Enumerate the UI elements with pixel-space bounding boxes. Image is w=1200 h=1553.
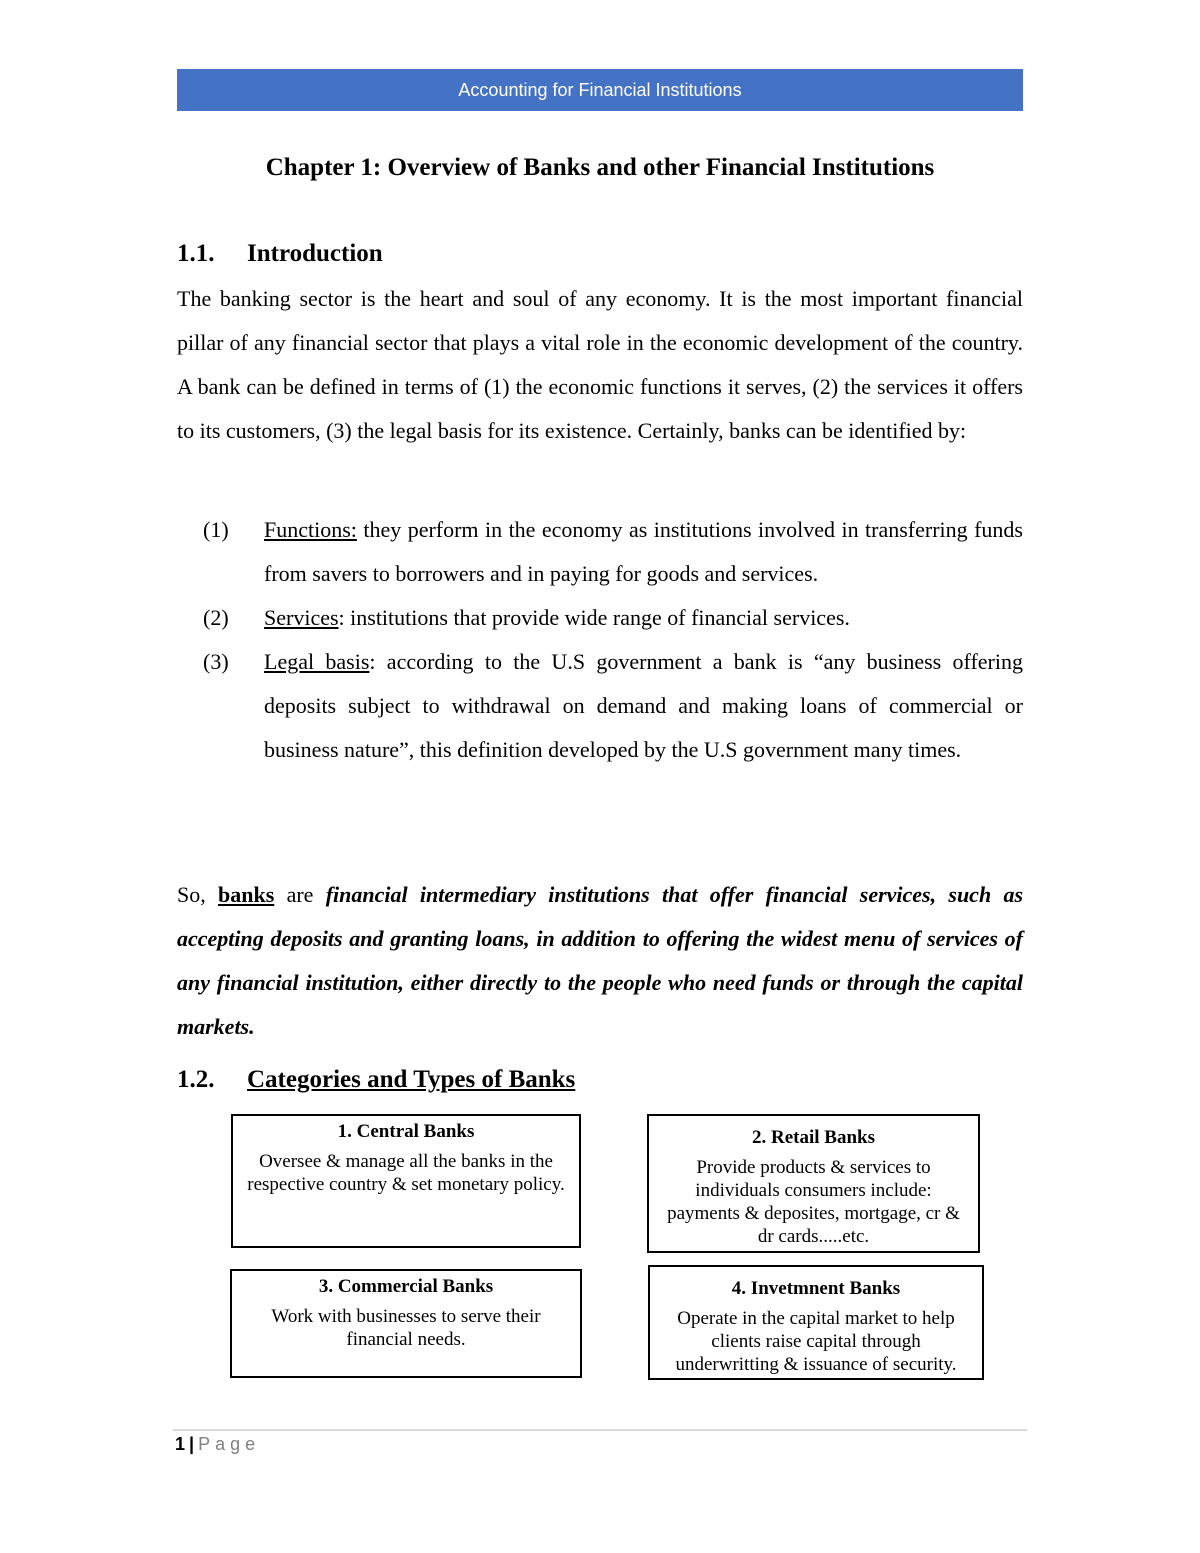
list-item [177,596,1023,640]
box-title: 1. Central Banks [337,1121,475,1142]
section-heading-categories [177,1066,575,1094]
bank-type-box-commercial [230,1269,582,1378]
footer-divider [173,1429,1027,1431]
list-item [177,640,1023,772]
list-marker: (1) [203,517,229,542]
intro-paragraph: The banking sector is the heart and soul of any economy. It is the most important financial pillar of any financial sector that plays a vital role in the economic development of the country. A bank can be defined in terms of (1) the economic functions it serves, (2) the services it offers to its customers, (3) the legal basis for its existence. Certainly, banks can be identified by: [177,286,1023,443]
list-term: Functions: [264,517,357,542]
list-marker: (2) [203,605,229,630]
bank-type-box-central [231,1114,581,1248]
list-term: Legal basis [264,649,370,674]
bank-term: banks [218,882,275,907]
section-title: Categories and Types of Banks [247,1066,576,1093]
list-marker: (3) [203,649,229,674]
list-item [177,508,1023,596]
section-heading-introduction [177,240,383,268]
list-text: : institutions that provide wide range of financial services. [338,605,850,630]
list-text: : according to the U.S government a bank is “any business offering deposits subject to withdrawal on demand and making loans of commercial or business nature”, this definition developed by the U.S government many times. [264,649,1023,762]
section-number: 1.2. [177,1066,215,1093]
bank-type-box-investment [648,1265,984,1380]
list-text: they perform in the economy as institutions involved in transferring funds from savers to borrowers and in paying for goods and services. [264,517,1023,586]
running-header [177,69,1023,111]
bank-identification-list [177,508,1023,772]
box-text: Work with businesses to serve their financial needs. [271,1306,541,1350]
list-term: Services [264,605,339,630]
page-label: Page [198,1434,261,1454]
bank-definition: financial intermediary institutions that offer financial services, such as accepting deposits and granting loans, in addition to offering the widest menu of services of any financial institution, either directly to the people who need funds or through the capital markets. [177,882,1024,1039]
running-header-title: Accounting for Financial Institutions [458,79,742,100]
bank-definition-paragraph: So, banks are financial intermediary institutions that offer financial services, such as accepting deposits and granting loans, in addition to offering the widest menu of services of any financial institution, either directly to the people who need funds or through the capital markets. [177,882,1024,1039]
box-title: 4. Invetmnent Banks [731,1278,901,1299]
box-text: Operate in the capital market to help clients raise capital through underwritting & issuance of security. [675,1308,957,1375]
chapter-title: Chapter 1: Overview of Banks and other Financial Institutions [265,154,935,181]
bank-type-box-retail [647,1114,980,1253]
section-number: 1.1. [177,240,215,267]
page-footer [175,1434,260,1455]
box-text: Provide products & services to individuals consumers include: payments & deposites, mortgage, cr & dr cards.....etc. [667,1157,960,1247]
box-text: Oversee & manage all the banks in the respective country & set monetary policy. [247,1151,565,1195]
footer-separator: | [189,1434,195,1454]
section-title: Introduction [247,240,383,267]
box-title: 2. Retail Banks [752,1127,875,1148]
page-number: 1 [175,1434,186,1454]
box-title: 3. Commercial Banks [318,1276,494,1297]
